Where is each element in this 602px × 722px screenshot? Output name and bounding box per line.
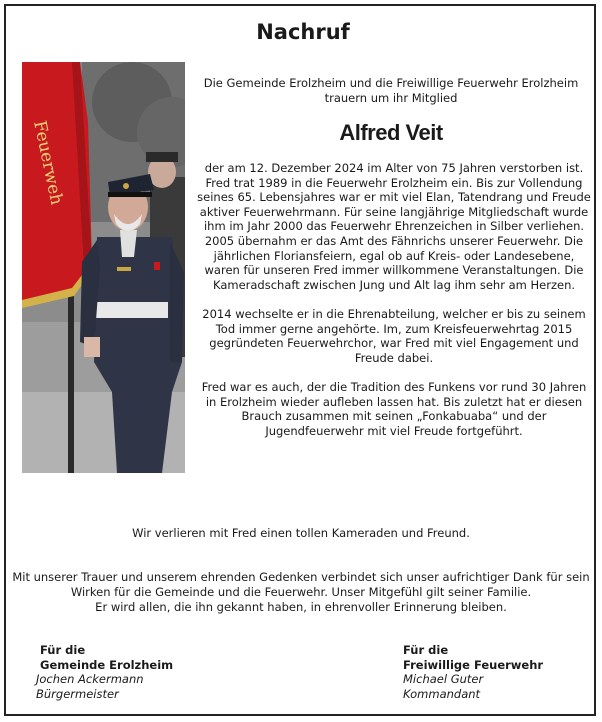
signature-fire-brigade — [403, 643, 543, 701]
signature-for: Für die — [40, 643, 86, 657]
signature-for: Für die — [403, 643, 449, 657]
closing-text — [8, 570, 594, 615]
signature-org: Gemeinde Erolzheim — [40, 657, 174, 672]
closing-line: Mit unserer Trauer und unserem ehrenden Gedenken verbindet sich unser aufrichtiger Dank für sein Wirken für die Gemeinde und die Feuerwehr. Unser Mitgefühl gilt seiner Familie. — [12, 570, 590, 599]
biography — [196, 161, 592, 453]
signature-role: Kommandant — [403, 686, 481, 701]
signature-role: Bürgermeister — [36, 686, 119, 701]
signature-municipality — [36, 643, 173, 701]
portrait-illustration — [22, 62, 185, 473]
farewell-line: Wir verlieren mit Fred einen tollen Kameraden und Freund. — [132, 526, 470, 540]
biography-paragraph: 2014 wechselte er in die Ehrenabteilung, welcher er bis zu seinem Tod immer gerne angehörte. Im, zum Kreisfeuerwehrtag 2015 gegründeten Feuerwehrchor, war Fred mit viel Engagement und Freude dabei. — [202, 306, 586, 365]
biography-paragraph: Fred war es auch, der die Tradition des Funkens vor rund 30 Jahren in Erolzheim wieder aufleben lassen hat. Bis zuletzt hat er diesen Brauch zusammen mit seinen „Fonkabuaba“ und der Jugendfeuerwehr mit viel Freude fortgeführt. — [201, 379, 587, 438]
biography-paragraph: der am 12. Dezember 2024 im Alter von 75 Jahren verstorben ist. Fred trat 1989 in die Feuerwehr Erolzheim ein. Bis zur Vollendung seines 65. Lebensjahres war er mit viel Elan, Tatendrang und Freude aktiver Feuerwehrmann. Für seine langjährige Mitgliedschaft wurde ihm im Jahr 2000 das Feuerwehr Ehrenzeichen in Silber verliehen. 2005 übernahm er das Amt des Fähnrichs unserer Feuerwehr. Die jährlichen Floriansfeiern, egal ob auf Kreis- oder Landesebene, waren für unseren Fred immer willkommene Veranstaltungen. Die Kameradschaft zwischen Jung und Alt lag ihm sehr am Herzen. — [197, 161, 591, 292]
signature-org: Freiwillige Feuerwehr — [403, 657, 544, 672]
flag-inscription: Feuerweh — [29, 118, 67, 207]
signature-name: Michael Guter — [403, 672, 484, 686]
intro-text: Die Gemeinde Erolzheim und die Freiwillige Feuerwehr Erolzheim trauern um ihr Mitglied — [203, 76, 579, 105]
portrait-photo — [22, 62, 185, 473]
closing-line: Er wird allen, die ihn gekannt haben, in ehrenvoller Erinnerung bleiben. — [95, 600, 507, 614]
page-title: Nachruf — [256, 20, 350, 44]
deceased-name: Alfred Veit — [339, 120, 443, 145]
signature-name: Jochen Ackermann — [36, 672, 144, 686]
